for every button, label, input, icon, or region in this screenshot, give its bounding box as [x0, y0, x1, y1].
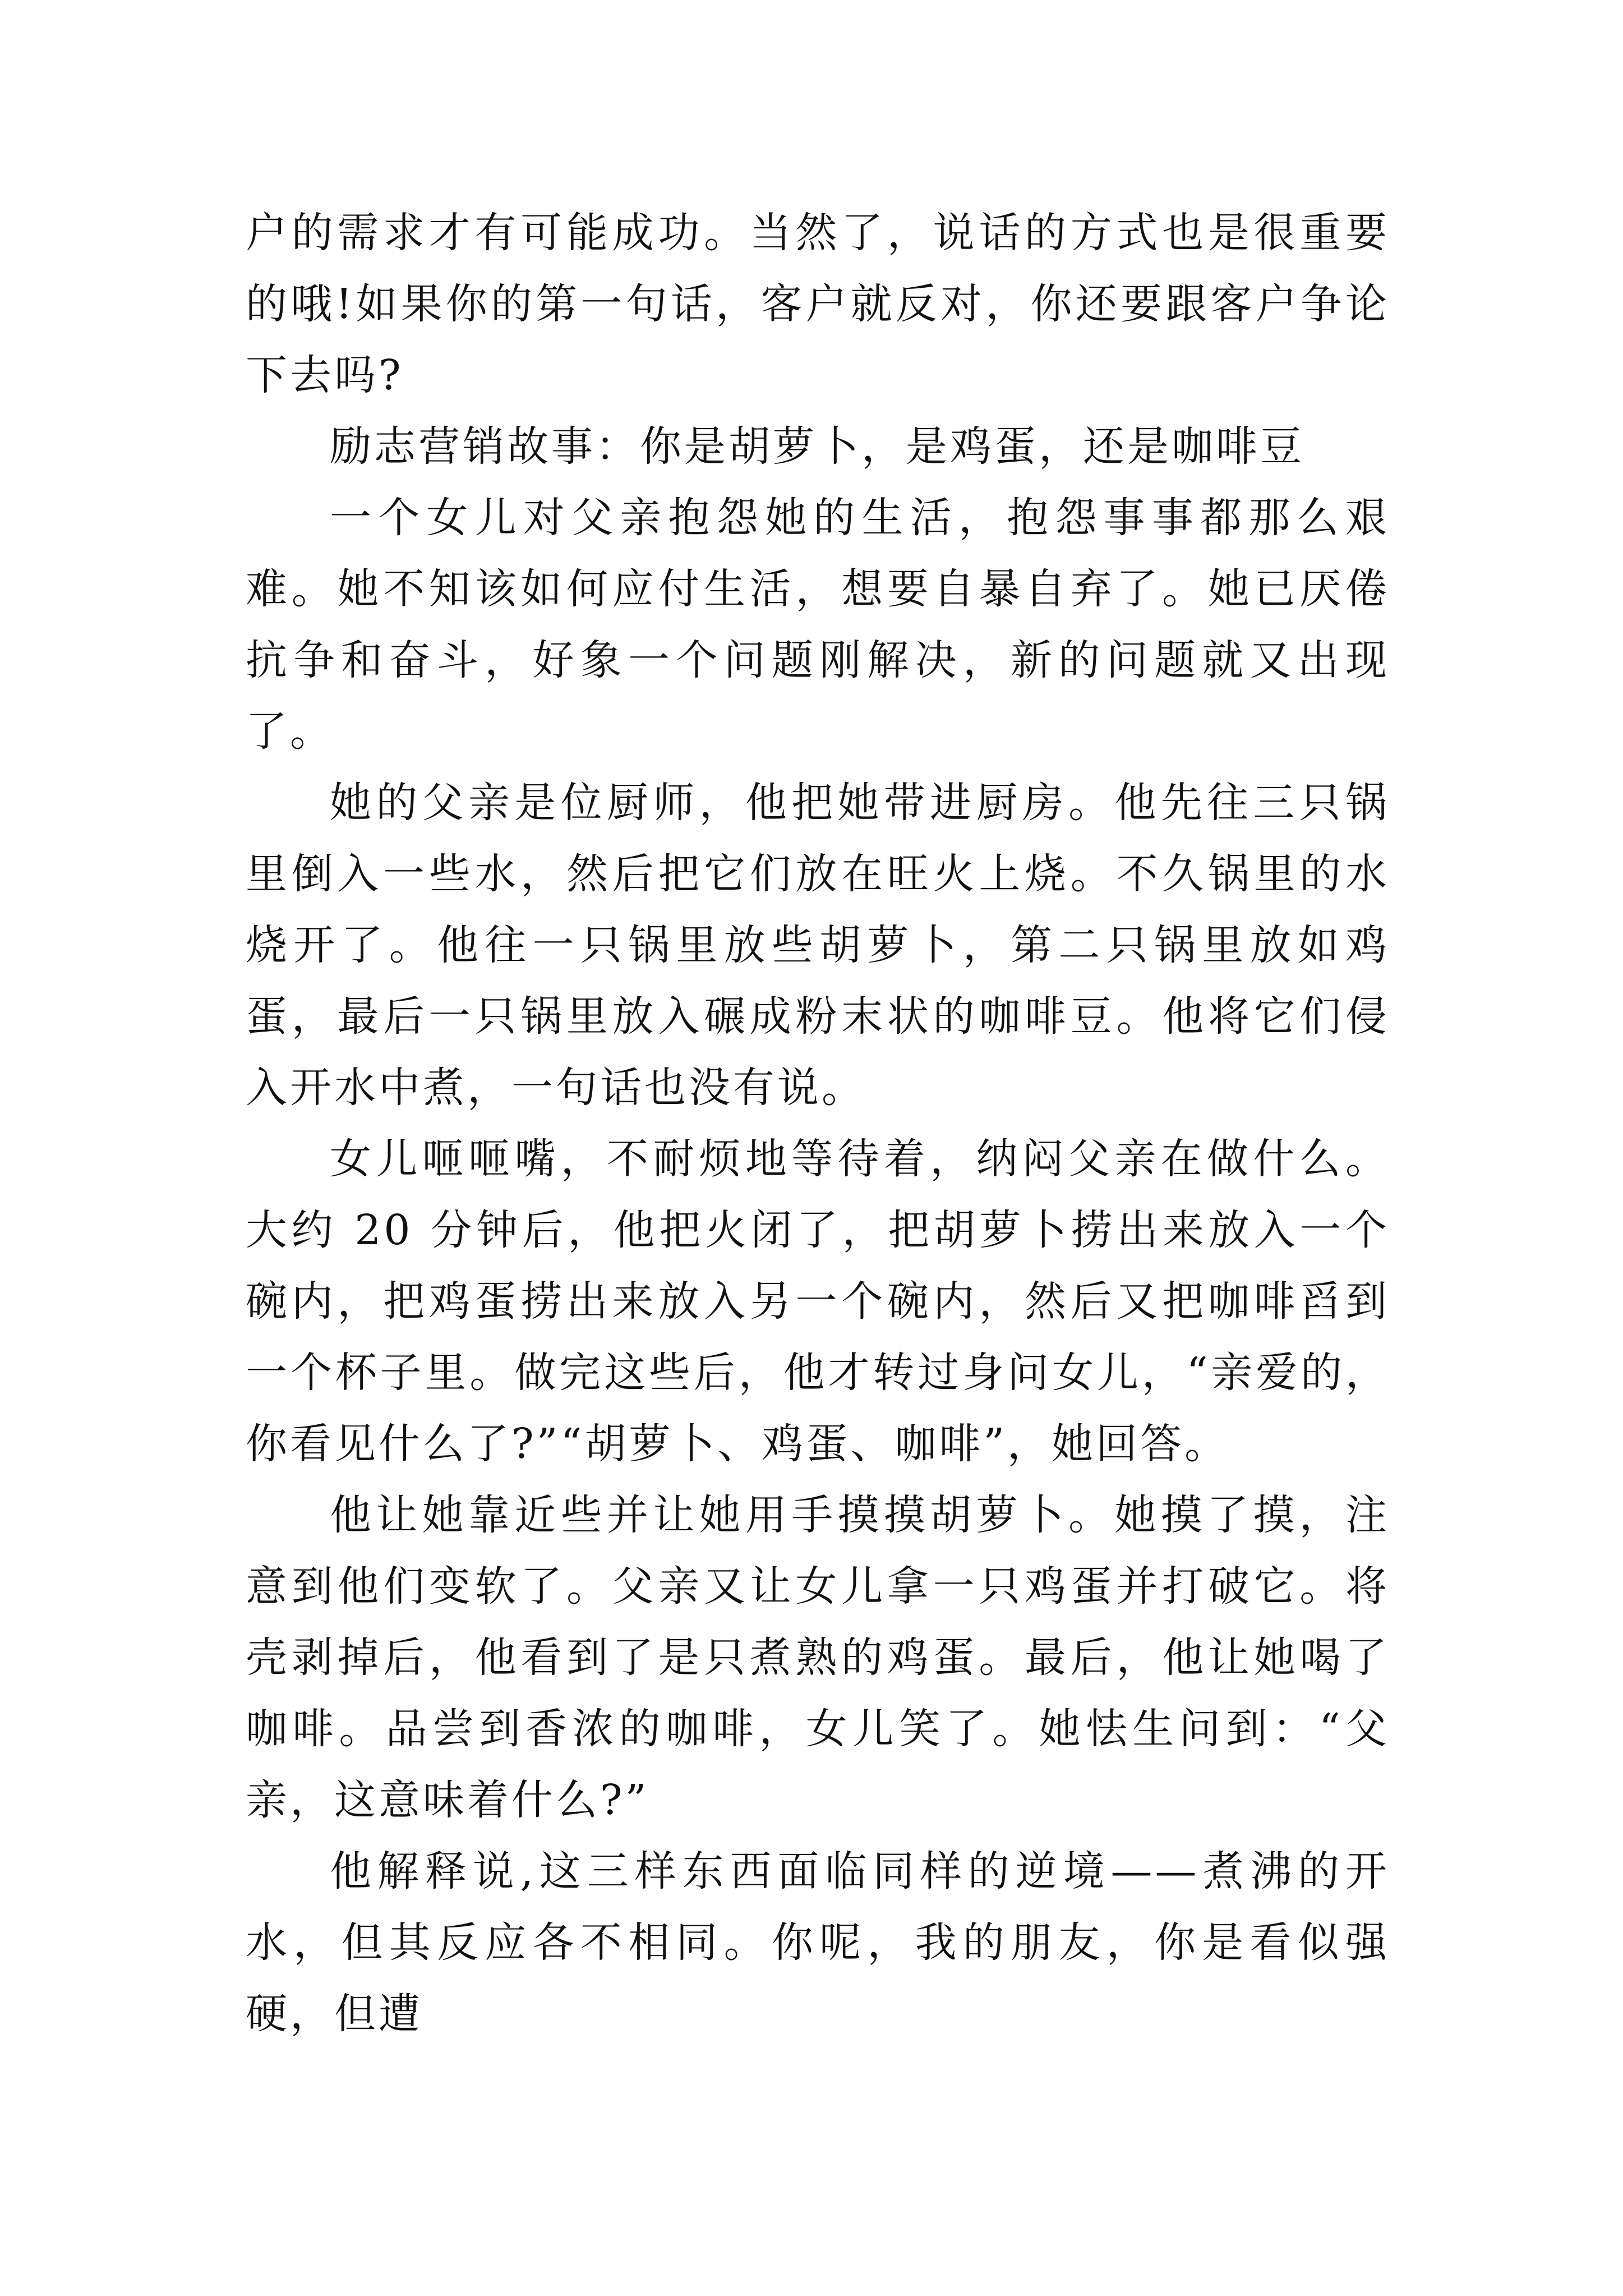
story-title: 励志营销故事：你是胡萝卜，是鸡蛋，还是咖啡豆	[330, 422, 1304, 471]
paragraph: 她的父亲是位厨师，他把她带进厨房。他先往三只锅里倒入一些水，然后把它们放在旺火上烧。不久锅里的水烧开了。他往一只锅里放些胡萝卜，第二只锅里放如鸡蛋，最后一只锅里放入碾成粉末状的咖啡豆。他将它们侵入开水中煮，一句话也没有说。	[246, 779, 1390, 1112]
paragraph: 他让她靠近些并让她用手摸摸胡萝卜。她摸了摸，注意到他们变软了。父亲又让女儿拿一只鸡蛋并打破它。将壳剥掉后，他看到了是只煮熟的鸡蛋。最后，他让她喝了咖啡。品尝到香浓的咖啡，女儿笑了。她怯生问到：“父亲，这意味着什么?”	[246, 1491, 1390, 1824]
body-text	[246, 197, 1390, 2050]
paragraph-continuation: 户的需求才有可能成功。当然了，说话的方式也是很重要的哦!如果你的第一句话，客户就反对，你还要跟客户争论下去吗?	[246, 209, 1390, 399]
paragraph: 一个女儿对父亲抱怨她的生活，抱怨事事都那么艰难。她不知该如何应付生活，想要自暴自弃了。她已厌倦抗争和奋斗，好象一个问题刚解决，新的问题就又出现了。	[246, 494, 1390, 756]
paragraph: 他解释说,这三样东西面临同样的逆境——煮沸的开水，但其反应各不相同。你呢，我的朋友，你是看似强硬，但遭	[246, 1847, 1390, 2038]
paragraph: 女儿咂咂嘴，不耐烦地等待着，纳闷父亲在做什么。大约 20 分钟后，他把火闭了，把胡萝卜捞出来放入一个碗内，把鸡蛋捞出来放入另一个碗内，然后又把咖啡舀到一个杯子里。做完这些后，他才转过身问女儿，“亲爱的，你看见什么了?”“胡萝卜、鸡蛋、咖啡”，她回答。	[246, 1135, 1390, 1468]
